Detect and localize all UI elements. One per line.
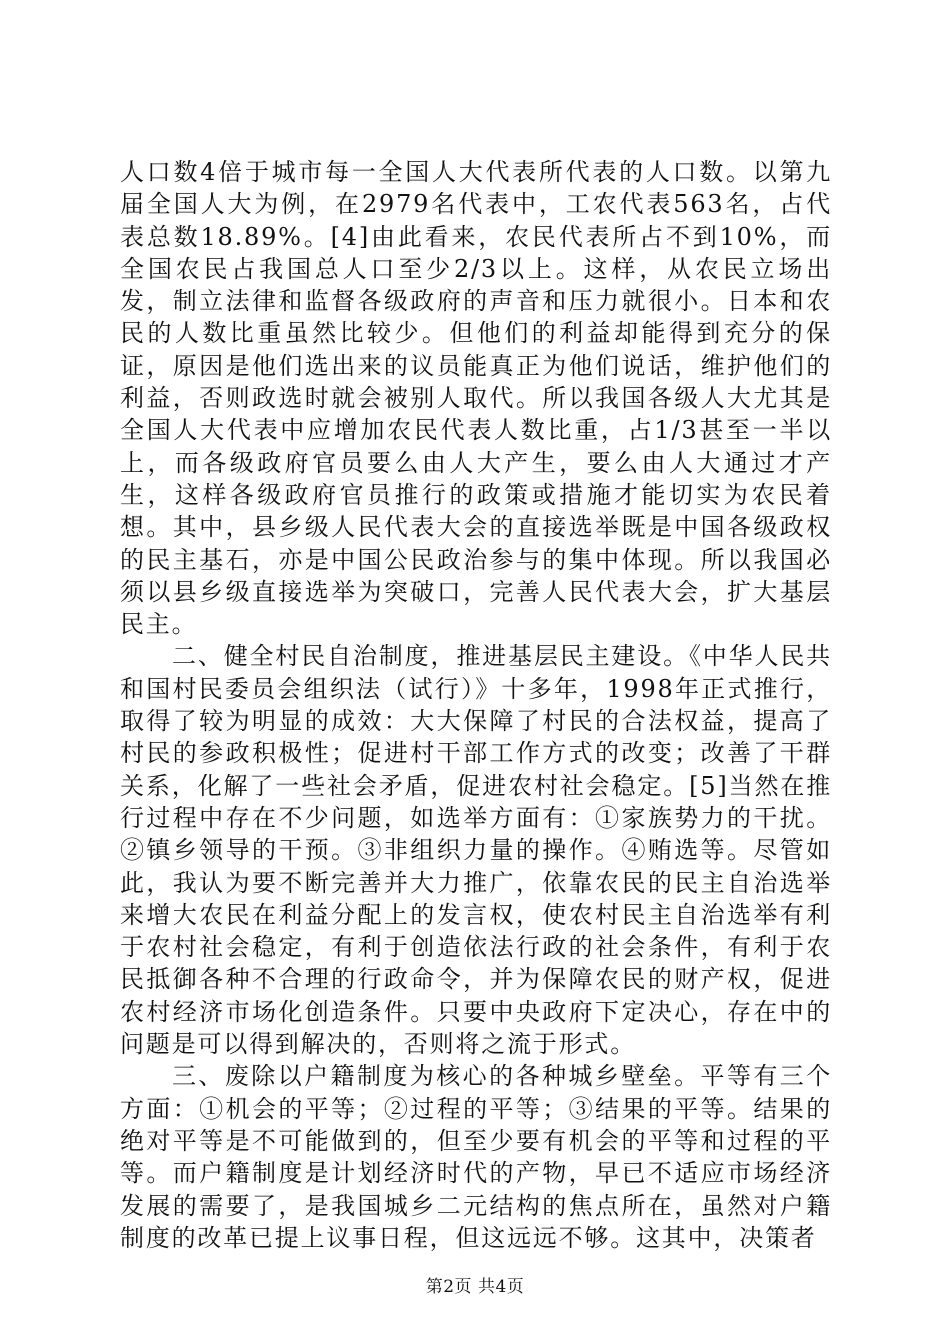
paragraph-2: 二、健全村民自治制度，推进基层民主建设。《中华人民共和国村民委员会组织法（试行）》十多年，1998年正式推行，取得了较为明显的成效：大大保障了村民的合法权益，提高了村民的参政积极性；促进村干部工作方式的改变；改善了干群关系，化解了一些社会矛盾，促进农村社会稳定。[5]当然在推行过程中存在不少问题，如选举方面有：①家族势力的干扰。②镇乡领导的干预。③非组织力量的操作。④贿选等。尽管如此，我认为要不断完善并大力推广，依靠农民的民主自治选举来增大农民在利益分配上的发言权，使农村民主自治选举有利于农村社会稳定，有利于创造依法行政的社会条件，有利于农民抵御各种不合理的行政命令，并为保障农民的财产权，促进农村经济市场化创造条件。只要中央政府下定决心，存在中的问题是可以得到解决的，否则将之流于形式。 — [120, 642, 832, 1059]
body-text — [120, 156, 832, 1254]
paragraph-3: 三、废除以户籍制度为核心的各种城乡壁垒。平等有三个方面：①机会的平等；②过程的平等；③结果的平等。结果的绝对平等是不可能做到的，但至少要有机会的平等和过程的平等。而户籍制度是计划经济时代的产物，早已不适应市场经济发展的需要了，是我国城乡二元结构的焦点所在，虽然对户籍制度的改革已提上议事日程，但这远远不够。这其中，决策者 — [120, 1062, 832, 1252]
paragraph-1: 人口数4倍于城市每一全国人大代表所代表的人口数。以第九届全国人大为例，在2979名代表中，工农代表563名，占代表总数18.89%。[4]由此看来，农民代表所占不到10%，而全国农民占我国总人口至少2/3以上。这样，从农民立场出发，制立法律和监督各级政府的声音和压力就很小。日本和农民的人数比重虽然比较少。但他们的利益却能得到充分的保证，原因是他们选出来的议员能真正为他们说话，维护他们的利益，否则政选时就会被别人取代。所以我国各级人大尤其是全国人大代表中应增加农民代表人数比重，占1/3甚至一半以上，而各级政府官员要么由人大产生，要么由人大通过才产生，这样各级政府官员推行的政策或措施才能切实为农民着想。其中，县乡级人民代表大会的直接选举既是中国各级政权的民主基石，亦是中国公民政治参与的集中体现。所以我国必须以县乡级直接选举为突破口，完善人民代表大会，扩大基层民主。 — [120, 158, 832, 639]
page-footer: 第2页 共4页 — [425, 1277, 525, 1297]
